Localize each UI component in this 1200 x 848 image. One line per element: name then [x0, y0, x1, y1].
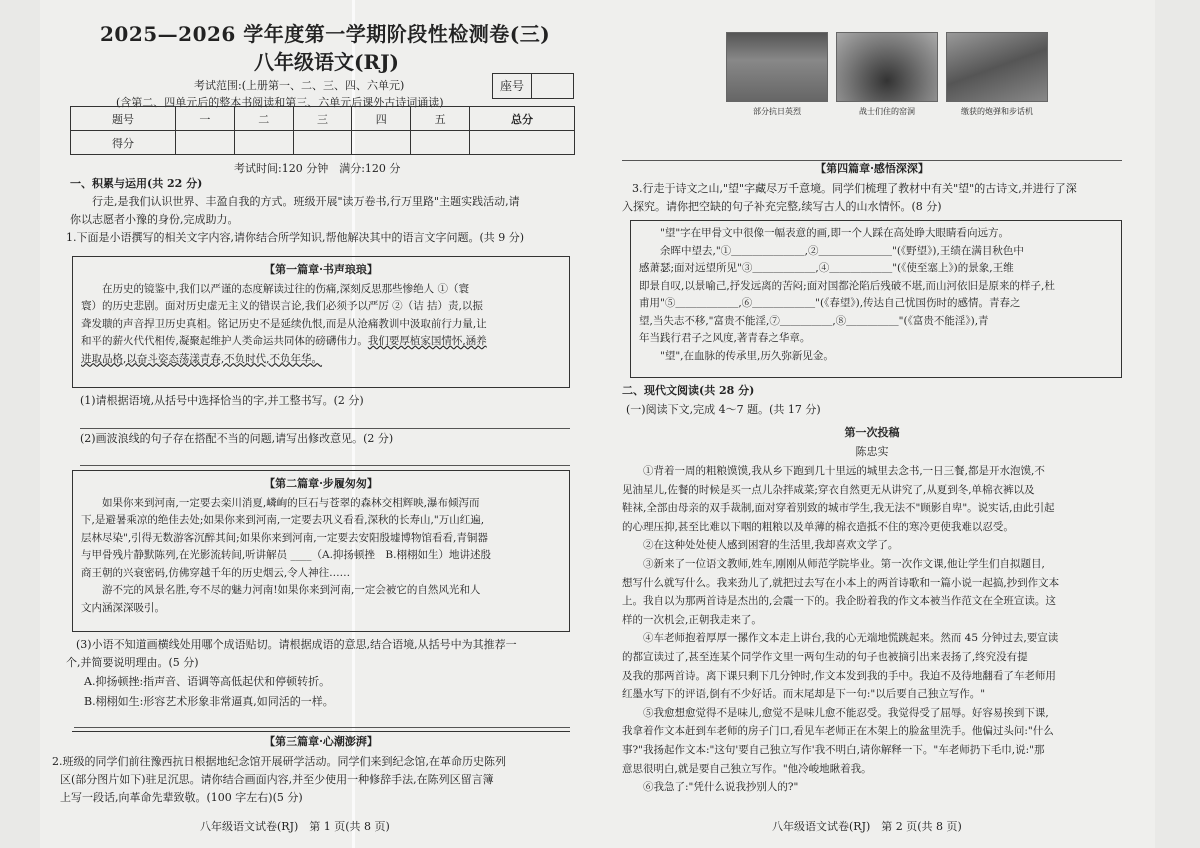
chapter-4-box — [630, 220, 1122, 378]
article-line: 事?"我扬起作文本:"这句'要自己独立写作'我不明白,请你解释一下。"车老师扔下毛巾,说:"那 — [622, 743, 1045, 756]
article-line: 我拿着作文本赶到车老师的房子门口,看见车老师正在木架上的脸盆里洗手。他偏过头问:"什么 — [622, 725, 1054, 738]
box-line: 商王朝的兴衰密码,仿佛穿越千年的历史烟云,令人神往…… — [81, 566, 351, 579]
question-2-cont: 上写一段话,向革命先辈致敬。(100 字左右)(5 分) — [60, 791, 303, 804]
article-title: 第一次投稿 — [844, 426, 900, 439]
exam-title: 2025—2026 学年度第一学期阶段性检测卷(三) — [100, 22, 551, 46]
box-line: 余晖中望去,"①＿＿＿＿＿＿＿,②＿＿＿＿＿＿＿"(《野望》),王绩在满目秋色中 — [660, 244, 1024, 257]
seat-label: 座号 — [493, 74, 532, 98]
score-input[interactable] — [469, 131, 574, 155]
question-2: 2.班级的同学们前往豫西抗日根据地纪念馆开展研学活动。同学们来到纪念馆,在革命历史陈列 — [52, 755, 506, 768]
score-table-row — [71, 131, 575, 155]
answer-line[interactable] — [80, 428, 570, 429]
article-line: 的都宣读过了,甚至连某个同学作文里一两句生动的句子也被摘引出来表扬了,终究没有提 — [622, 650, 1028, 663]
score-cell: 三 — [293, 107, 352, 131]
score-input[interactable] — [293, 131, 352, 155]
answer-line[interactable] — [80, 465, 570, 466]
chapter-1-title: 【第一篇章·书声琅琅】 — [264, 263, 378, 276]
score-cell: 二 — [234, 107, 293, 131]
weapons-photo — [946, 32, 1048, 102]
box-line: 甫用"⑤＿＿＿＿＿＿,⑥＿＿＿＿＿＿"(《春望》),传达自己忧国伤时的感情。青春之 — [639, 297, 1021, 309]
box-line: 文内涵深深吸引。 — [81, 601, 165, 614]
score-table-row — [71, 107, 575, 131]
question-1-1: (1)请根据语境,从括号中选择恰当的字,并工整书写。(2 分) — [80, 394, 364, 407]
box-line: 年当践行君子之风度,著青春之华章。 — [639, 332, 811, 344]
question-2-cont: 区(部分图片如下)驻足沉思。请你结合画面内容,并至少使用一种修辞手法,在陈列区留言簿 — [60, 773, 494, 786]
photo-caption: 缴获的炮弹和步话机 — [961, 107, 1033, 116]
chapter-2-box — [72, 470, 570, 632]
intro-line: 你以志愿者小豫的身份,完成助力。 — [70, 213, 239, 226]
score-cell: 一 — [176, 107, 235, 131]
box-line — [81, 333, 561, 351]
box-line: 下,是避暑乘凉的绝佳去处;如果你来到河南,一定要去巩义看看,深秋的长寿山,"万山红遍, — [81, 514, 485, 526]
chapter-3-title: 【第三篇章·心潮澎湃】 — [264, 735, 378, 748]
article-line: 想写什么就写什么。我来劲儿了,就把过去写在小本上的两首诗歌和一篇小说一起搞,抄到作文本 — [622, 576, 1060, 589]
page-1 — [52, 0, 580, 848]
score-cell: 五 — [411, 107, 470, 131]
article-line: 上。我自以为那两首诗是杰出的,会震一下的。我企盼着我的作文本被当作范文在全班宣读。这 — [622, 595, 1056, 608]
score-input[interactable] — [411, 131, 470, 155]
page-2 — [622, 0, 1127, 848]
article-line: 的心理压抑,甚至比难以下咽的粗粮以及单薄的棉衣造抵不住的寒冷更使我难以忍受。 — [622, 520, 1014, 533]
seat-box — [492, 73, 574, 99]
score-cell: 四 — [352, 107, 411, 131]
box-line: 与甲骨残片静默陈列,在光影流转间,听讲解员 ____（A.抑扬顿挫 B.栩栩如生）地讲述殷 — [81, 549, 491, 561]
score-table — [70, 106, 575, 155]
article-line: ①背着一周的粗粮馍馍,我从乡下跑到几十里远的城里去念书,一日三餐,都是开水泡馍,不 — [643, 465, 1045, 477]
box-line: "望"字在甲骨文中很像一幅表意的画,即一个人踩在高处睁大眼睛看向远方。 — [660, 227, 1009, 239]
box-line: 如果你来到河南,一定要去栾川消夏,嶙峋的巨石与苍翠的森林交相辉映,瀑布倾泻而 — [102, 496, 480, 509]
score-input[interactable] — [352, 131, 411, 155]
section-1-heading: 一、积累与运用(共 22 分) — [70, 177, 203, 190]
question-1: 1.下面是小语撰写的相关文字内容,请你结合所学知识,帮他解决其中的语言文字问题。(共 9 分) — [66, 231, 525, 244]
score-input[interactable] — [176, 131, 235, 155]
exam-scope-detail: (含第二、四单元后的整本书阅读和第三、六单元后课外古诗词诵读) — [116, 96, 444, 109]
page-1-footer: 八年级语文试卷(RJ) 第 1 页(共 8 页) — [200, 820, 390, 833]
article-line: ②在这种处处使人感到困窘的生活里,我却喜欢文学了。 — [643, 539, 899, 552]
chapter-1-box — [72, 256, 570, 388]
box-line: 聋发聩的声音捍卫历史真相。铭记历史不是延续仇恨,而是从沧痛教训中汲取前行力量,让 — [81, 317, 487, 330]
article-line: ⑤我愈想愈觉得不是味儿,愈觉不是味儿愈不能忍受。我觉得受了屈辱。好容易挨到下课, — [643, 706, 1049, 719]
article-line: 意思很明白,就是要自己独立写作。"他冷峻地瞅着我。 — [622, 762, 872, 775]
option-a: A.抑扬顿挫:指声音、语调等高低起伏和停顿转折。 — [84, 675, 331, 688]
article-line: ④车老师抱着厚厚一摞作文本走上讲台,我的心无端地慌跳起来。然而 45 分钟过去,要宣读 — [643, 632, 1059, 645]
score-input[interactable] — [234, 131, 293, 155]
article-line: 及我的那两首诗。离下课只剩下几分钟时,作文本发到我的手中。我迫不及待地翻看了车老师用 — [622, 669, 1056, 682]
article-line: 鞋袜,全部由母亲的双手裁制,面对穿着别致的城市学生,我无法不"顾影自卑"。说实话,由此引起 — [622, 502, 1055, 515]
photo-caption: 战士们住的窑洞 — [859, 107, 915, 116]
article-line: 样的一次机会,正朝我走来了。 — [622, 613, 762, 626]
exam-scope: 考试范围:(上册第一、二、三、四、六单元) — [194, 79, 405, 92]
article-line: 见油星儿,佐餐的时候是买一点儿杂拌咸菜;穿衣自然更无从讲究了,从夏到冬,单棉衣裤以及 — [622, 483, 1035, 496]
box-text: 和平的薪火代代相传,凝聚起维护人类命运共同体的磅礴伟力。 — [81, 335, 368, 347]
box-line: 望,当失志不移,"富贵不能淫,⑦＿＿＿＿＿,⑧＿＿＿＿＿"(《富贵不能淫》),青 — [639, 314, 989, 327]
box-line: 寰）的历史悲剧。面对历史虚无主义的错误言论,我们必须予以严厉 ②（诘 拮）责,以振 — [81, 300, 483, 312]
article-body — [622, 462, 1127, 797]
box-line: 感萧瑟;面对远望所见"③＿＿＿＿＿＿,④＿＿＿＿＿＿"(《使至塞上》)的景象,王维 — [639, 262, 1014, 274]
section-2-heading: 二、现代文阅读(共 28 分) — [622, 384, 755, 397]
score-cell: 得分 — [71, 131, 176, 155]
intro-line: 行走,是我们认识世界、丰盈自我的方式。班级开展"读万卷书,行万里路"主题实践活动,请 — [92, 195, 520, 208]
box-line: "望",在血脉的传承里,历久弥新见金。 — [660, 349, 834, 362]
martyrs-photo — [726, 32, 828, 102]
page-2-footer: 八年级语文试卷(RJ) 第 2 页(共 8 页) — [772, 820, 962, 833]
article-author: 陈忠实 — [855, 445, 889, 458]
wavy-sentence: 我们要厚植家国情怀,涵养 — [367, 335, 487, 347]
exam-time: 考试时间:120 分钟 满分:120 分 — [234, 162, 401, 175]
chapter-4-title: 【第四篇章·感悟深深】 — [815, 162, 929, 175]
score-cell: 题号 — [71, 107, 176, 131]
photo-caption: 部分抗日英烈 — [753, 107, 801, 116]
question-1-3-cont: 个,并简要说明理由。(5 分) — [66, 656, 199, 669]
box-line: 层林尽染",引得无数游客沉醉其间;如果你来到河南,一定要去安阳殷墟博物馆看看,青铜器 — [81, 531, 488, 544]
chapter-3-box — [72, 731, 570, 753]
question-3: 3.行走于诗文之山,"望"字藏尽万千意境。同学们梳理了教材中有关"望"的古诗文,并进行了深 — [632, 182, 1077, 195]
chapter-2-title: 【第二篇章·步履匆匆】 — [264, 477, 378, 490]
question-1-3: (3)小语不知道画横线处用哪个成语贴切。请根据成语的意思,结合语境,从括号中为其推荐一 — [76, 638, 517, 651]
box-line: 游不完的风景名胜,夸不尽的魅力河南!如果你来到河南,一定会被它的自然风光和人 — [102, 584, 481, 596]
question-1-2: (2)画波浪线的句子存在搭配不当的问题,请写出修改意见。(2 分) — [80, 432, 394, 445]
article-line: 红墨水写下的评语,倒有不少好话。而末尾却是下一句:"以后要自己独立写作。" — [622, 688, 986, 701]
option-b: B.栩栩如生:形容艺术形象非常逼真,如同活的一样。 — [84, 695, 334, 708]
exam-subtitle: 八年级语文(RJ) — [254, 50, 400, 74]
answer-line[interactable] — [74, 727, 570, 728]
score-cell: 总分 — [469, 107, 574, 131]
wavy-sentence: 进取品格,以奋斗姿态荡漾青春,不负时代,不负年华。 — [81, 352, 323, 365]
seat-field[interactable] — [532, 74, 573, 98]
box-line: 在历史的镜鉴中,我们以严谨的态度解读过往的伤痛,深刻反思那些惨绝人 ①（寰 — [102, 282, 470, 295]
box-line: 即景自叹,以景喻己,抒发远离的苦闷;面对国都沦陷后残破不堪,而山河依旧是原来的样子,杜 — [639, 279, 1055, 292]
cave-photo — [836, 32, 938, 102]
article-line: ⑥我急了:"凭什么说我抄别人的?" — [643, 781, 799, 794]
question-3-cont: 入探究。请你把空缺的句子补充完整,续写古人的山水情怀。(8 分) — [622, 200, 942, 213]
article-line: ③新来了一位语文教师,姓车,刚刚从师范学院毕业。第一次作文课,他让学生们自拟题目, — [643, 557, 1045, 570]
subsection-1: (一)阅读下文,完成 4～7 题。(共 17 分) — [626, 403, 821, 416]
